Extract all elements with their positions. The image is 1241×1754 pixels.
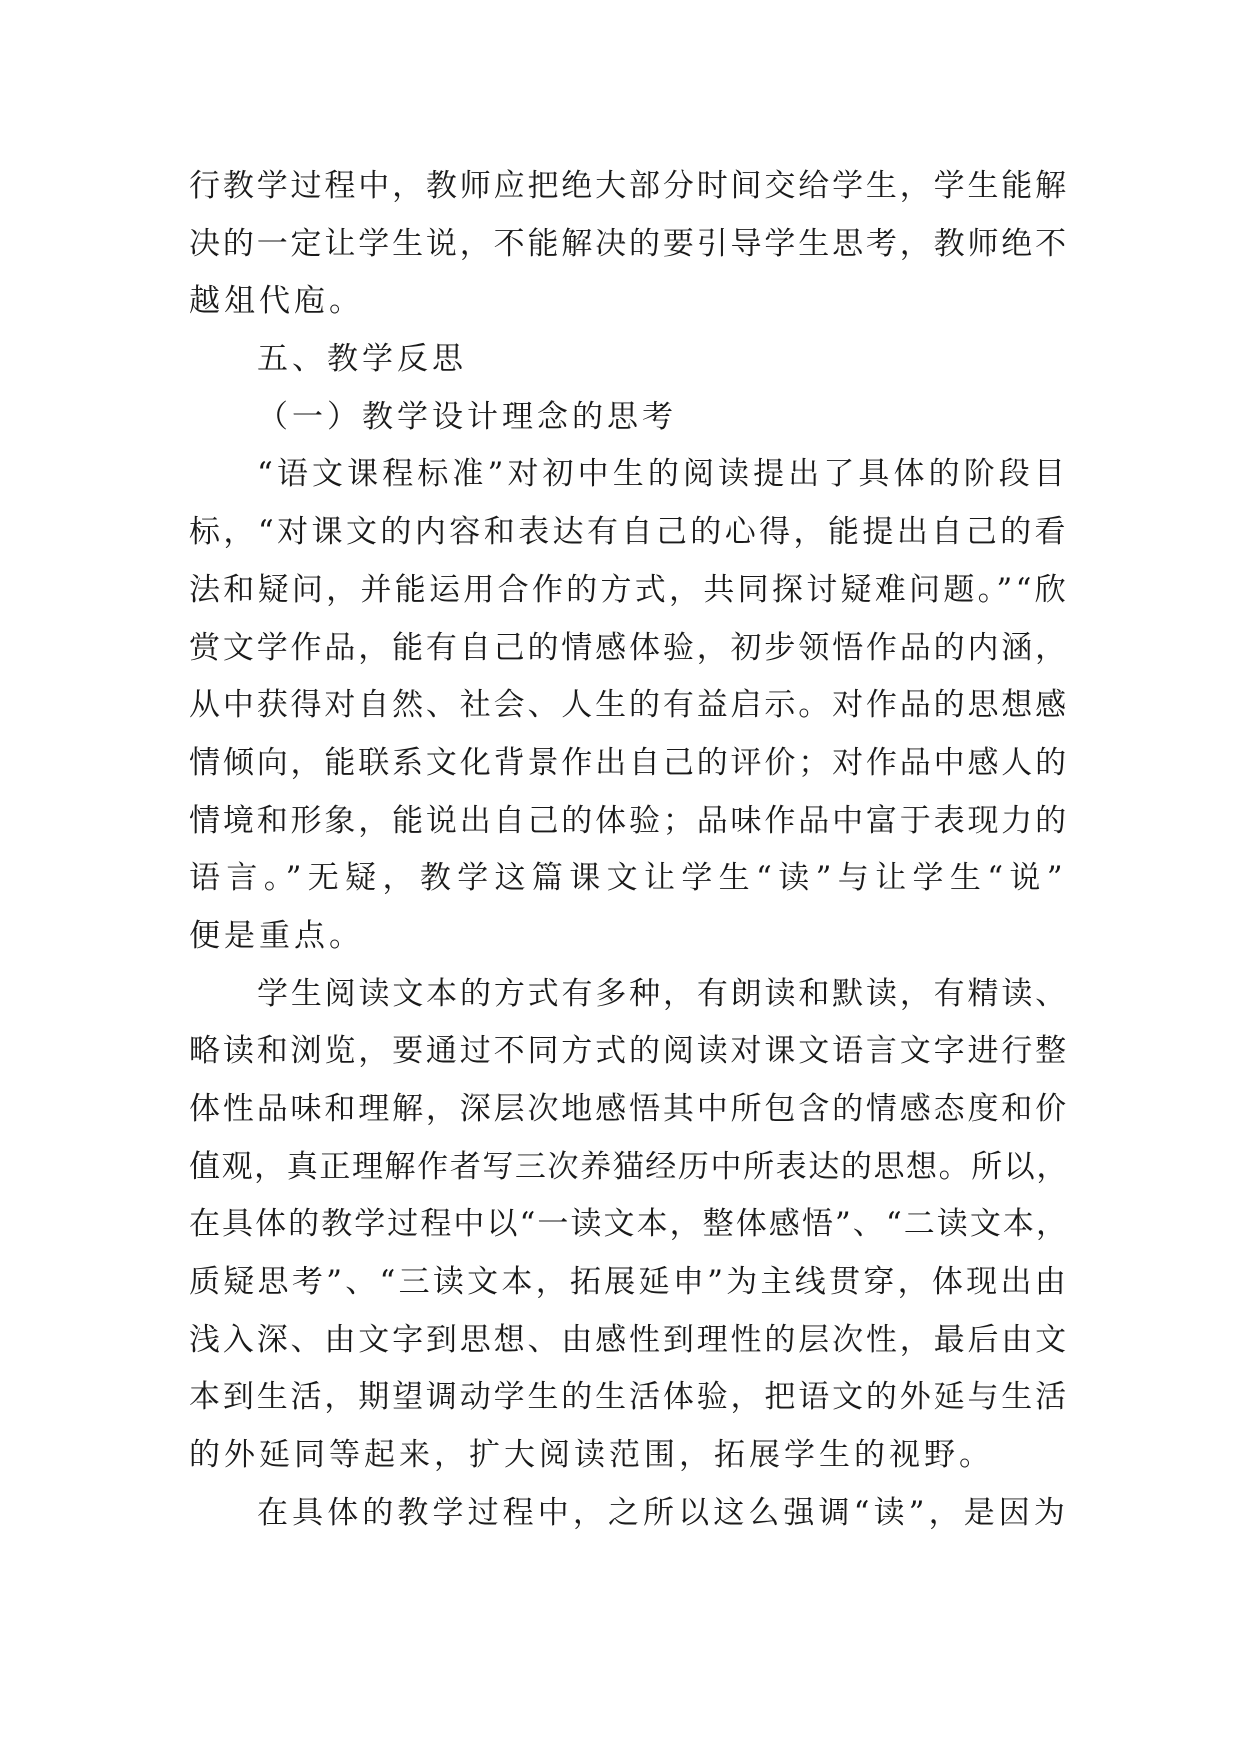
text-line bbox=[189, 1369, 1069, 1427]
text-line-content: 在具体的教学过程中以“一读文本，整体感悟”、“二读文本， bbox=[189, 1206, 1069, 1243]
text-line-content: 便是重点。 bbox=[189, 917, 364, 954]
text-line-content: 在具体的教学过程中，之所以这么强调“读”，是因为 bbox=[257, 1494, 1069, 1531]
text-line-content: 行教学过程中，教师应把绝大部分时间交给学生，学生能解 bbox=[189, 168, 1069, 204]
text-line-content: 学生阅读文本的方式有多种，有朗读和默读，有精读、 bbox=[257, 975, 1069, 1012]
text-line bbox=[189, 1312, 1069, 1370]
text-line bbox=[189, 158, 1069, 216]
text-line bbox=[189, 677, 1069, 735]
text-line bbox=[189, 1081, 1069, 1139]
text-line bbox=[189, 850, 1069, 908]
text-line bbox=[189, 1023, 1069, 1081]
text-line-content: 法和疑问，并能运用合作的方式，共同探讨疑难问题。”“欣 bbox=[189, 571, 1069, 608]
text-line-content: 标，“对课文的内容和表达有自己的心得，能提出自己的看 bbox=[189, 514, 1069, 551]
text-line-content: 体性品味和理解，深层次地感悟其中所包含的情感态度和价 bbox=[189, 1091, 1069, 1127]
text-line bbox=[189, 1139, 1069, 1197]
text-line bbox=[189, 562, 1069, 620]
text-line bbox=[189, 1254, 1069, 1312]
text-line bbox=[189, 1485, 1069, 1543]
text-line bbox=[189, 908, 1069, 966]
text-line-content: 越俎代庖。 bbox=[189, 283, 364, 320]
text-line bbox=[189, 273, 1069, 331]
text-line-content: 情境和形象，能说出自己的体验；品味作品中富于表现力的 bbox=[189, 802, 1069, 839]
document-body bbox=[189, 158, 1069, 1543]
text-line bbox=[189, 216, 1069, 274]
text-line-content: 质疑思考”、“三读文本，拓展延申”为主线贯穿，体现出由 bbox=[189, 1264, 1069, 1301]
text-line bbox=[189, 735, 1069, 793]
text-line-content: 语言。”无疑，教学这篇课文让学生“读”与让学生“说” bbox=[189, 860, 1069, 897]
text-line-content: 浅入深、由文字到思想、由感性到理性的层次性，最后由文 bbox=[189, 1321, 1069, 1358]
text-line-content: 本到生活，期望调动学生的生活体验，把语文的外延与生活 bbox=[189, 1379, 1069, 1416]
text-line bbox=[189, 1196, 1069, 1254]
subsection-heading-text: （一）教学设计理念的思考 bbox=[257, 398, 677, 435]
text-line-content: “语文课程标准”对初中生的阅读提出了具体的阶段目 bbox=[257, 456, 1069, 493]
text-line bbox=[189, 793, 1069, 851]
text-line bbox=[189, 504, 1069, 562]
text-line-content: 决的一定让学生说，不能解决的要引导学生思考，教师绝不 bbox=[189, 225, 1069, 262]
text-line bbox=[189, 620, 1069, 678]
text-line bbox=[189, 966, 1069, 1024]
text-line bbox=[189, 1427, 1069, 1485]
text-line-content: 略读和浏览，要通过不同方式的阅读对课文语言文字进行整 bbox=[189, 1033, 1069, 1070]
text-line bbox=[189, 446, 1069, 504]
subsection-heading bbox=[189, 389, 1069, 447]
text-line-content: 的外延同等起来，扩大阅读范围，拓展学生的视野。 bbox=[189, 1437, 994, 1474]
text-line-content: 从中获得对自然、社会、人生的有益启示。对作品的思想感 bbox=[189, 687, 1069, 724]
text-line-content: 值观，真正理解作者写三次养猫经历中所表达的思想。所以， bbox=[189, 1148, 1069, 1185]
section-heading bbox=[189, 331, 1069, 389]
text-line-content: 情倾向，能联系文化背景作出自己的评价；对作品中感人的 bbox=[189, 744, 1069, 781]
text-line-content: 赏文学作品，能有自己的情感体验，初步领悟作品的内涵， bbox=[189, 629, 1069, 666]
section-heading-text: 五、教学反思 bbox=[257, 341, 467, 378]
